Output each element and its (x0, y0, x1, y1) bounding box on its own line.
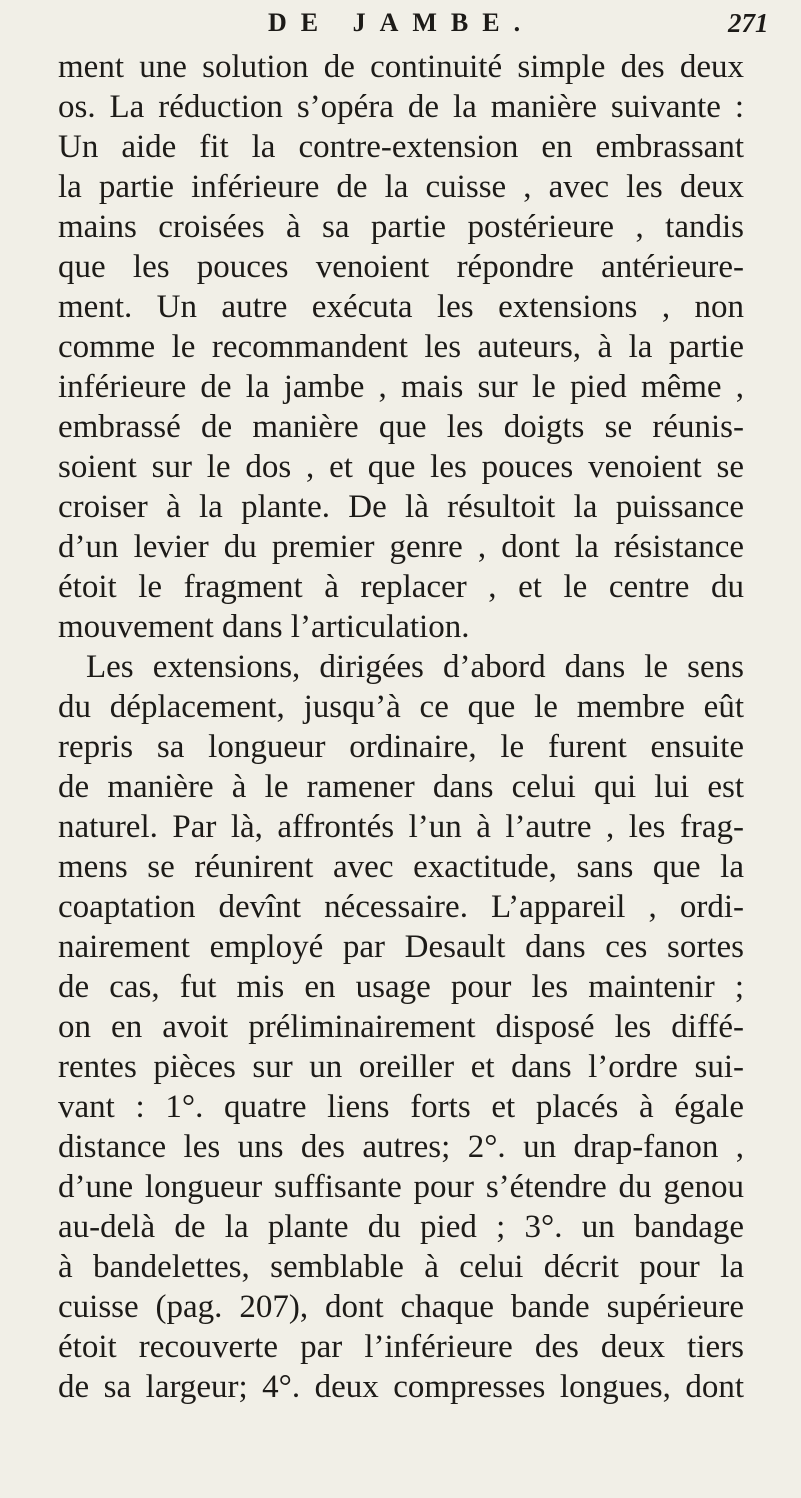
text-line: embrassé de manière que les doigts se réunis- (58, 409, 744, 445)
text-line: os. La réduction s’opéra de la manière suivante : (58, 89, 744, 125)
text-line: à bandelettes, semblable à celui décrit pour la (58, 1249, 744, 1285)
text-line: inférieure de la jambe , mais sur le pied même , (58, 369, 744, 405)
text-line: comme le recommandent les auteurs, à la partie (58, 329, 744, 365)
text-line: rentes pièces sur un oreiller et dans l’ordre sui- (58, 1049, 744, 1085)
text-line: naturel. Par là, affrontés l’un à l’autre , les frag- (58, 809, 744, 845)
text-line: ment. Un autre exécuta les extensions , non (58, 289, 744, 325)
text-line: mains croisées à sa partie postérieure , tandis (58, 209, 744, 245)
text-line: ment une solution de continuité simple des deux (58, 49, 744, 85)
text-line: distance les uns des autres; 2°. un drap-fanon , (58, 1129, 744, 1165)
text-line: soient sur le dos , et que les pouces venoient se (58, 449, 744, 485)
text-line: repris sa longueur ordinaire, le furent ensuite (58, 729, 744, 765)
text-line: mouvement dans l’articulation. (58, 609, 470, 645)
text-line: de manière à le ramener dans celui qui lui est (58, 769, 744, 805)
text-line: au-delà de la plante du pied ; 3°. un bandage (58, 1209, 744, 1245)
text-line: on en avoit préliminairement disposé les diffé- (58, 1009, 744, 1045)
text-line: vant : 1°. quatre liens forts et placés à égale (58, 1089, 744, 1125)
text-line: croiser à la plante. De là résultoit la puissance (58, 489, 744, 525)
text-line: étoit recouverte par l’inférieure des deux tiers (58, 1329, 744, 1365)
text-line: que les pouces venoient répondre antérieure- (58, 249, 744, 285)
running-head (0, 8, 801, 48)
text-line: la partie inférieure de la cuisse , avec les deux (58, 169, 744, 205)
text-line: coaptation devînt nécessaire. L’appareil , ordi- (58, 889, 744, 925)
text-line: nairement employé par Desault dans ces sortes (58, 929, 744, 965)
text-line: mens se réunirent avec exactitude, sans que la (58, 849, 744, 885)
text-line: de cas, fut mis en usage pour les maintenir ; (58, 969, 744, 1005)
running-title: DE JAMBE. (268, 8, 535, 37)
text-line: d’un levier du premier genre , dont la résistance (58, 529, 744, 565)
text-line: de sa largeur; 4°. deux compresses longues, dont (58, 1369, 744, 1405)
text-line: étoit le fragment à replacer , et le centre du (58, 569, 744, 605)
text-line: Un aide fit la contre-extension en embrassant (58, 129, 744, 165)
text-line: cuisse (pag. 207), dont chaque bande supérieure (58, 1289, 744, 1325)
text-line: du déplacement, jusqu’à ce que le membre eût (58, 689, 744, 725)
page-number: 271 (728, 8, 769, 38)
text-line: Les extensions, dirigées d’abord dans le sens (86, 649, 744, 685)
text-line: d’une longueur suffisante pour s’étendre du genou (58, 1169, 744, 1205)
